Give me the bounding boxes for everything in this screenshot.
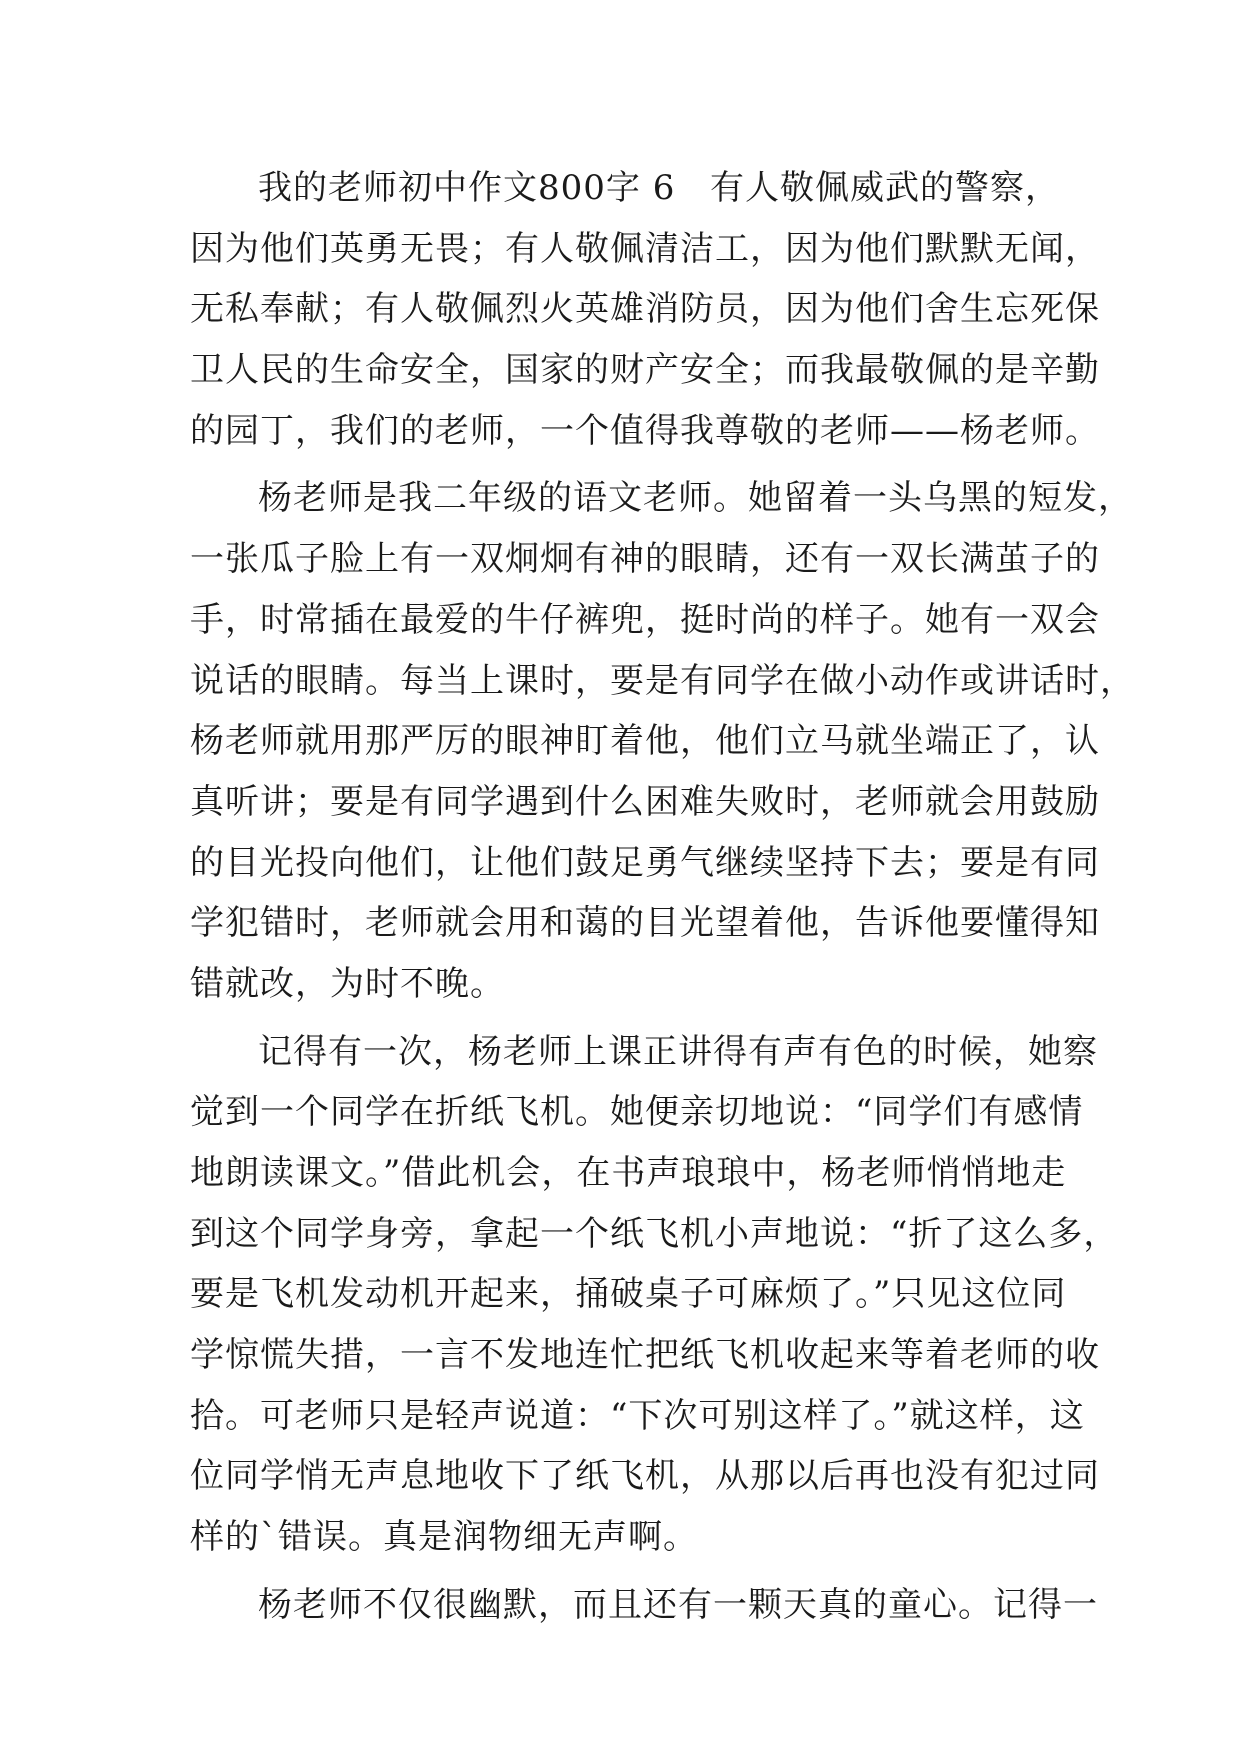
text-line: 要是飞机发动机开起来，捅破桌子可麻烦了。”只见这位同 (190, 1274, 1067, 1315)
essay-title: 我的老师初中作文800字 6 (258, 168, 676, 208)
text-line: 的园丁，我们的老师，一个值得我尊敬的老师——杨老师。 (190, 410, 1100, 451)
text-line: 无私奉献；有人敬佩烈火英雄消防员，因为他们舍生忘死保 (190, 289, 1100, 330)
text-line: 说话的眼睛。每当上课时，要是有同学在做小动作或讲话时， (190, 660, 1135, 701)
text-line: 杨老师就用那严厉的眼神盯着他，他们立马就坐端正了，认 (190, 721, 1100, 762)
text-line: 位同学悄无声息地收下了纸飞机，从那以后再也没有犯过同 (190, 1456, 1100, 1497)
text-line: 学惊慌失措，一言不发地连忙把纸飞机收起来等着老师的收 (190, 1335, 1100, 1376)
text-line: 样的`错误。真是润物细无声啊。 (190, 1517, 698, 1558)
text-line: 记得有一次，杨老师上课正讲得有声有色的时候，她察 (258, 1031, 1098, 1072)
essay-body (190, 158, 1135, 1636)
text-line: 错就改，为时不晚。 (190, 963, 505, 1004)
text-line: 杨老师不仅很幽默，而且还有一颗天真的童心。记得一 (258, 1584, 1098, 1625)
text-line: 杨老师是我二年级的语文老师。她留着一头乌黑的短发， (258, 478, 1133, 519)
text-line: 的目光投向他们，让他们鼓足勇气继续坚持下去；要是有同 (190, 842, 1100, 883)
text-line: 地朗读课文。”借此机会，在书声琅琅中，杨老师悄悄地走 (190, 1153, 1067, 1193)
essay-title-line (190, 158, 1060, 219)
text-line: 因为他们英勇无畏；有人敬佩清洁工，因为他们默默无闻， (190, 228, 1100, 269)
text-line: 到这个同学身旁，拿起一个纸飞机小声地说：“折了这么多， (190, 1213, 1119, 1254)
paragraph-1-lead: 有人敬佩威武的警察， (710, 168, 1060, 208)
text-line: 真听讲；要是有同学遇到什么困难失败时，老师就会用鼓励 (190, 781, 1100, 822)
text-line: 学犯错时，老师就会用和蔼的目光望着他，告诉他要懂得知 (190, 903, 1100, 944)
text-line: 手，时常插在最爱的牛仔裤兜，挺时尚的样子。她有一双会 (190, 599, 1100, 640)
text-line: 拾。可老师只是轻声说道：“下次可别这样了。”就这样，这 (190, 1395, 1085, 1436)
text-line: 一张瓜子脸上有一双炯炯有神的眼睛，还有一双长满茧子的 (190, 539, 1100, 580)
text-line: 卫人民的生命安全，国家的财产安全；而我最敬佩的是辛勤 (190, 350, 1100, 391)
text-line: 觉到一个同学在折纸飞机。她便亲切地说：“同学们有感情 (190, 1092, 1084, 1133)
